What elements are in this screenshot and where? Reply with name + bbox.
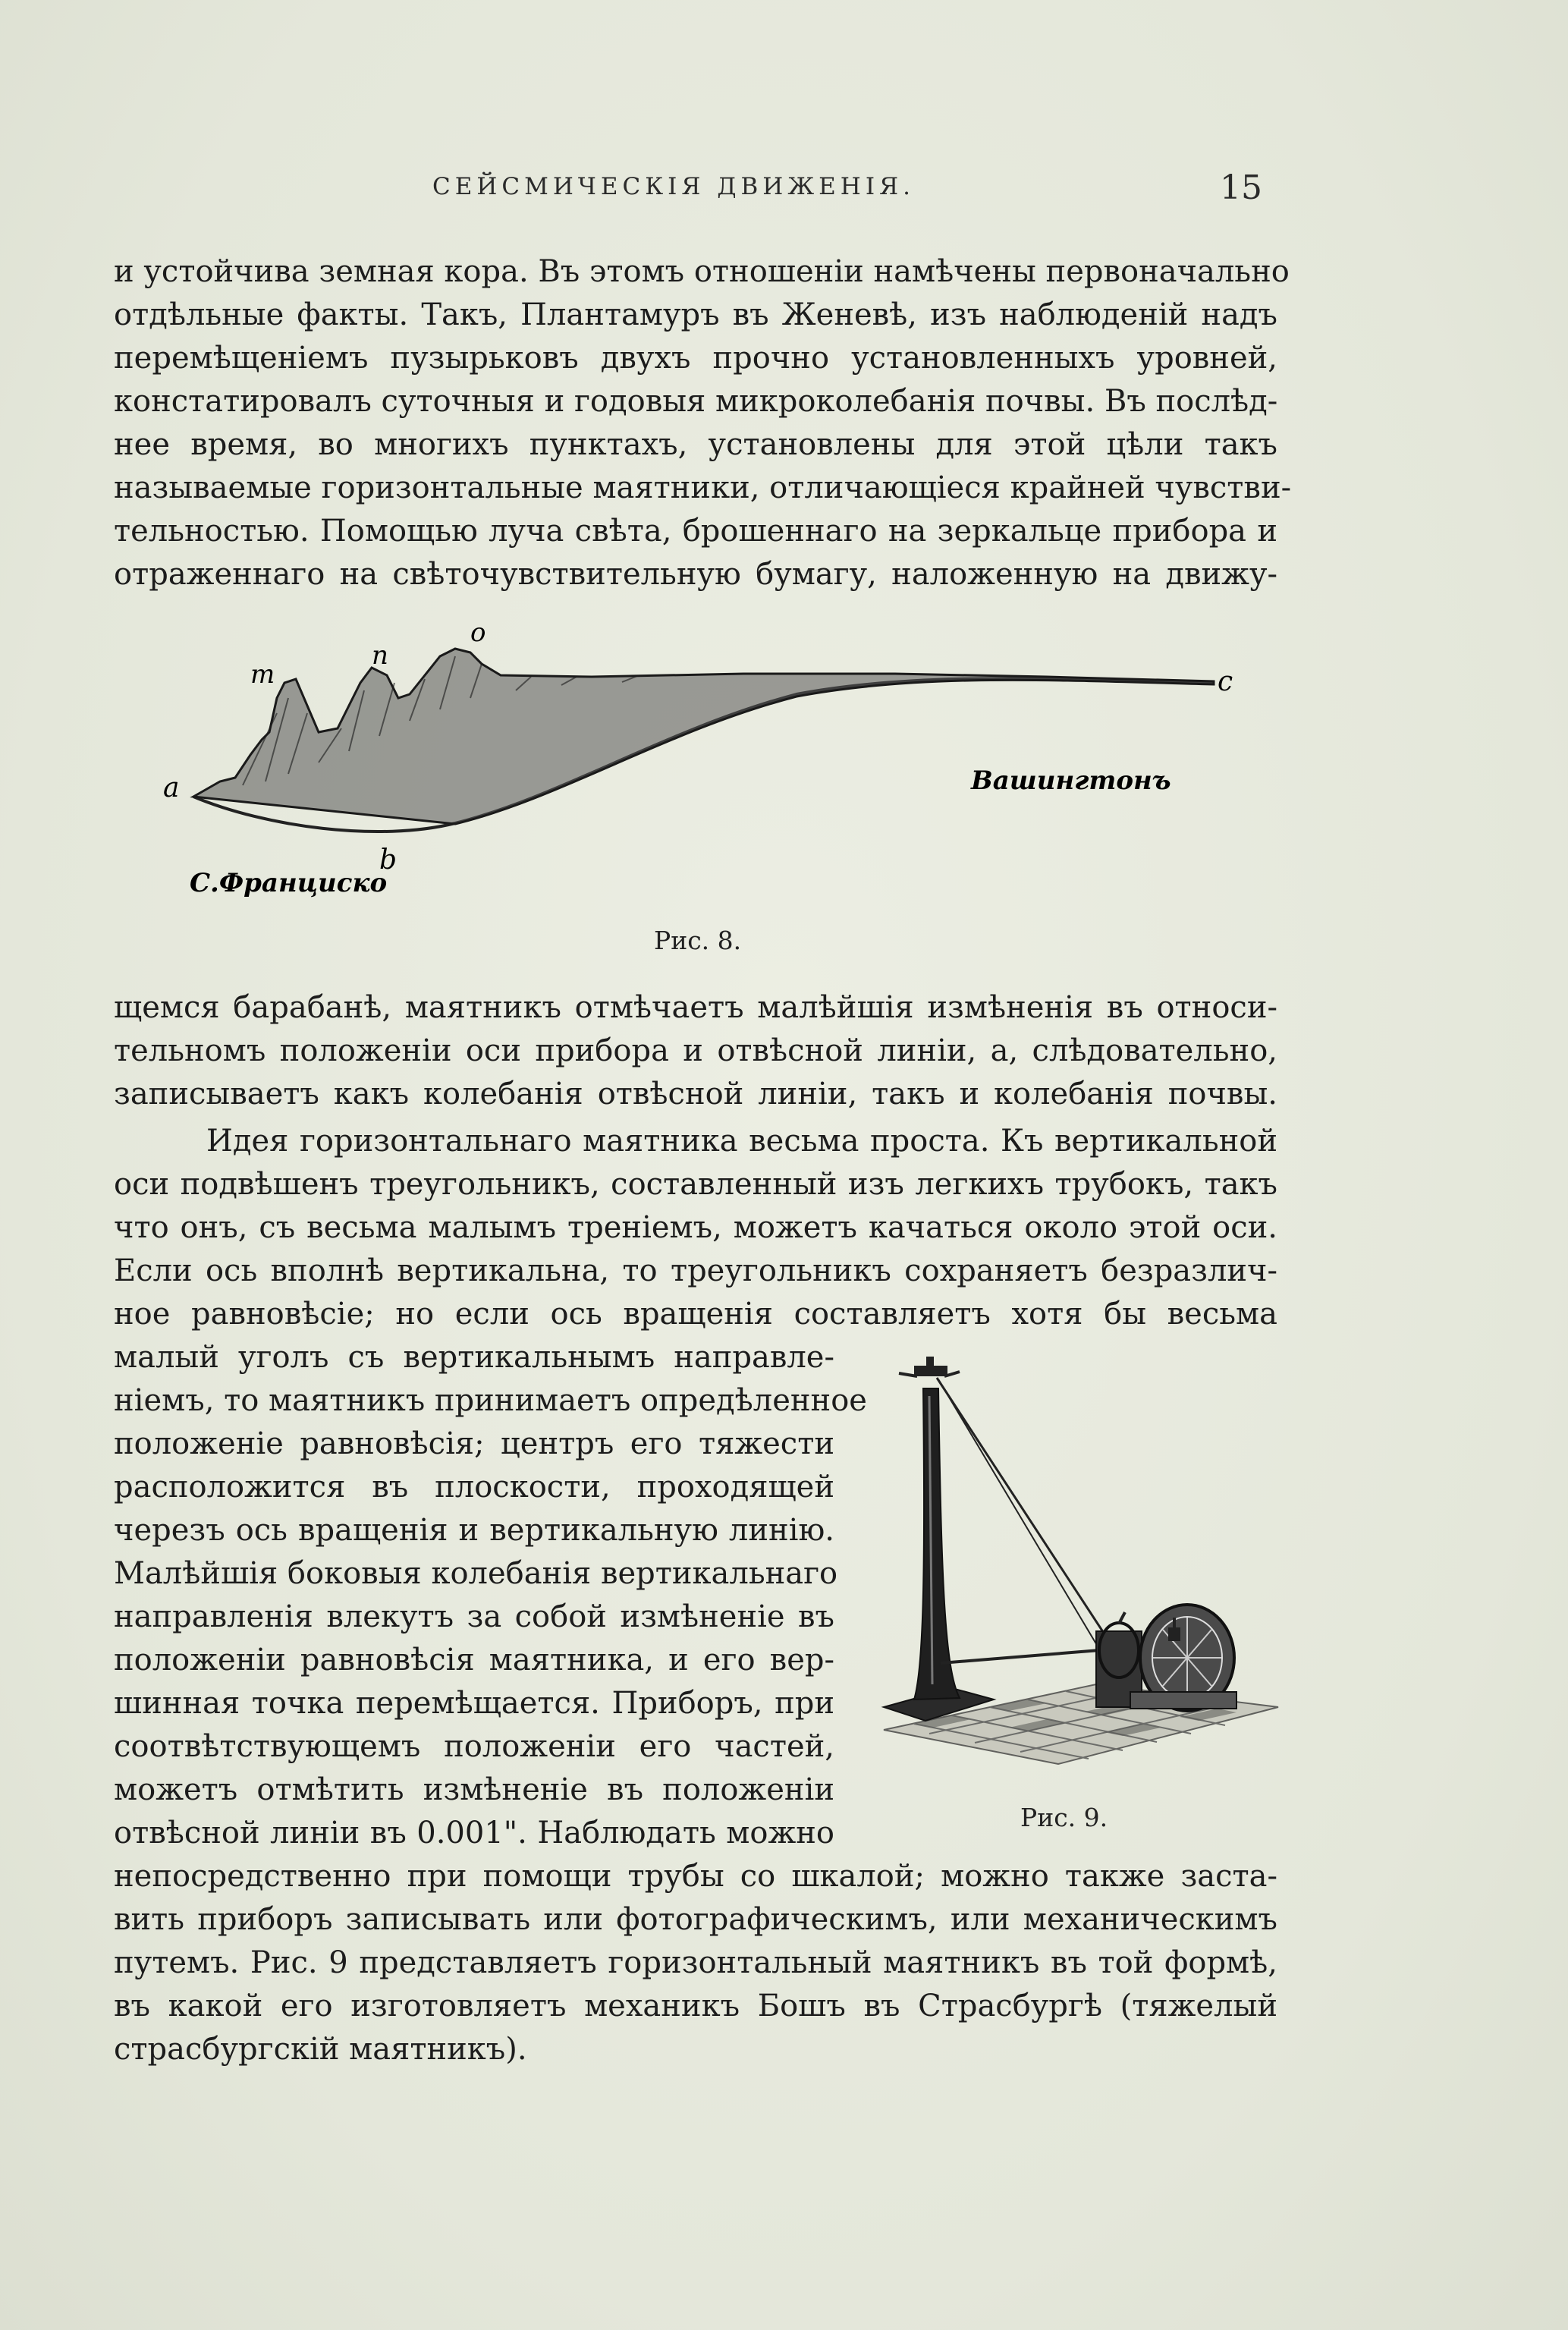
label-washington: Вашингтонъ xyxy=(971,766,1171,796)
label-san-francisco: С.Франциско xyxy=(190,868,388,898)
text-line: Малѣйшія боковыя колебанія вертикальнаго xyxy=(114,1556,838,1591)
text-line: страсбургскій маятникъ). xyxy=(114,2032,527,2067)
figure-8-seismogram xyxy=(137,607,1274,926)
text-line: ніемъ, то маятникъ принимаетъ опредѣленное xyxy=(114,1383,867,1418)
label-n: n xyxy=(372,640,388,671)
text-line: щемся барабанѣ, маятникъ отмѣчаетъ малѣйшія измѣненія въ относи- xyxy=(114,990,1277,1025)
figure-8-caption: Рис. 8. xyxy=(654,926,742,955)
text-line: положеніе равновѣсія; центръ его тяжести xyxy=(114,1426,834,1461)
recording-drum xyxy=(1096,1605,1236,1711)
text-line: что онъ, съ весьма малымъ треніемъ, можетъ качаться около этой оси. xyxy=(114,1210,1277,1245)
text-line: отвѣсной линіи въ 0.001". Наблюдать можно xyxy=(114,1816,834,1850)
text-line: ное равновѣсіе; но если ось вращенія составляетъ хотя бы весьма xyxy=(114,1297,1277,1332)
wire xyxy=(937,1378,1108,1639)
running-head: СЕЙСМИЧЕСКІЯ ДВИЖЕНІЯ. xyxy=(432,173,915,200)
page-number: 15 xyxy=(1220,168,1262,207)
column xyxy=(914,1388,960,1700)
text-line: расположится въ плоскости, проходящей xyxy=(114,1470,834,1505)
text-line: малый уголъ съ вертикальнымъ направле- xyxy=(114,1340,834,1375)
label-c: c xyxy=(1218,666,1233,697)
label-b: b xyxy=(379,844,397,876)
text-line: Если ось вполнѣ вертикальна, то треугольникъ сохраняетъ безразлич- xyxy=(114,1253,1277,1288)
text-line: отраженнаго на свѣточувствительную бумагу, наложенную на движу- xyxy=(114,557,1277,592)
text-line: перемѣщеніемъ пузырьковъ двухъ прочно установленныхъ уровней, xyxy=(114,341,1277,376)
text-line: направленія влекутъ за собой измѣненіе въ xyxy=(114,1599,834,1634)
text-line: черезъ ось вращенія и вертикальную линію. xyxy=(114,1513,834,1548)
text-line: соотвѣтствующемъ положеніи его частей, xyxy=(114,1729,834,1764)
text-line: называемые горизонтальные маятники, отличающіеся крайней чувстви- xyxy=(114,470,1292,505)
text-line: оси подвѣшенъ треугольникъ, составленный изъ легкихъ трубокъ, такъ xyxy=(114,1167,1277,1202)
figure-9-pendulum xyxy=(869,1351,1290,1791)
text-line: тельномъ положеніи оси прибора и отвѣсной линіи, а, слѣдовательно, xyxy=(114,1033,1277,1068)
text-line: шинная точка перемѣщается. Приборъ, при xyxy=(114,1686,834,1721)
text-line: въ какой его изготовляетъ механикъ Бошъ въ Страсбургѣ (тяжелый xyxy=(114,1989,1277,2023)
text-line: вить приборъ записывать или фотографическимъ, или механическимъ xyxy=(114,1902,1277,1937)
text-line: путемъ. Рис. 9 представляетъ горизонтальный маятникъ въ той формѣ, xyxy=(114,1945,1277,1980)
label-o: o xyxy=(470,618,486,648)
hatched-trace xyxy=(193,649,1214,824)
text-line: записываетъ какъ колебанія отвѣсной линіи, такъ и колебанія почвы. xyxy=(114,1077,1277,1112)
column-cap xyxy=(914,1366,947,1376)
text-line: положеніи равновѣсія маятника, и его вер- xyxy=(114,1643,834,1678)
text-line: нее время, во многихъ пунктахъ, установлены для этой цѣли такъ xyxy=(114,427,1277,462)
figure-9-caption: Рис. 9. xyxy=(1020,1803,1108,1832)
boom xyxy=(941,1650,1100,1663)
text-line: констатировалъ суточныя и годовыя микроколебанія почвы. Въ послѣд- xyxy=(114,384,1278,419)
text-line: непосредственно при помощи трубы со шкалой; можно также заста- xyxy=(114,1859,1277,1894)
text-line: тельностью. Помощью луча свѣта, брошеннаго на зеркальце прибора и xyxy=(114,514,1277,549)
text-line: отдѣльные факты. Такъ, Плантамуръ въ Женевѣ, изъ наблюденій надъ xyxy=(114,297,1277,332)
label-a: a xyxy=(163,772,180,803)
text-line: и устойчива земная кора. Въ этомъ отношеніи намѣчены первоначально xyxy=(114,254,1290,289)
label-m: m xyxy=(250,659,275,690)
text-line: можетъ отмѣтить измѣненіе въ положеніи xyxy=(114,1772,834,1807)
text-line: Идея горизонтальнаго маятника весьма проста. Къ вертикальной xyxy=(206,1124,1277,1159)
